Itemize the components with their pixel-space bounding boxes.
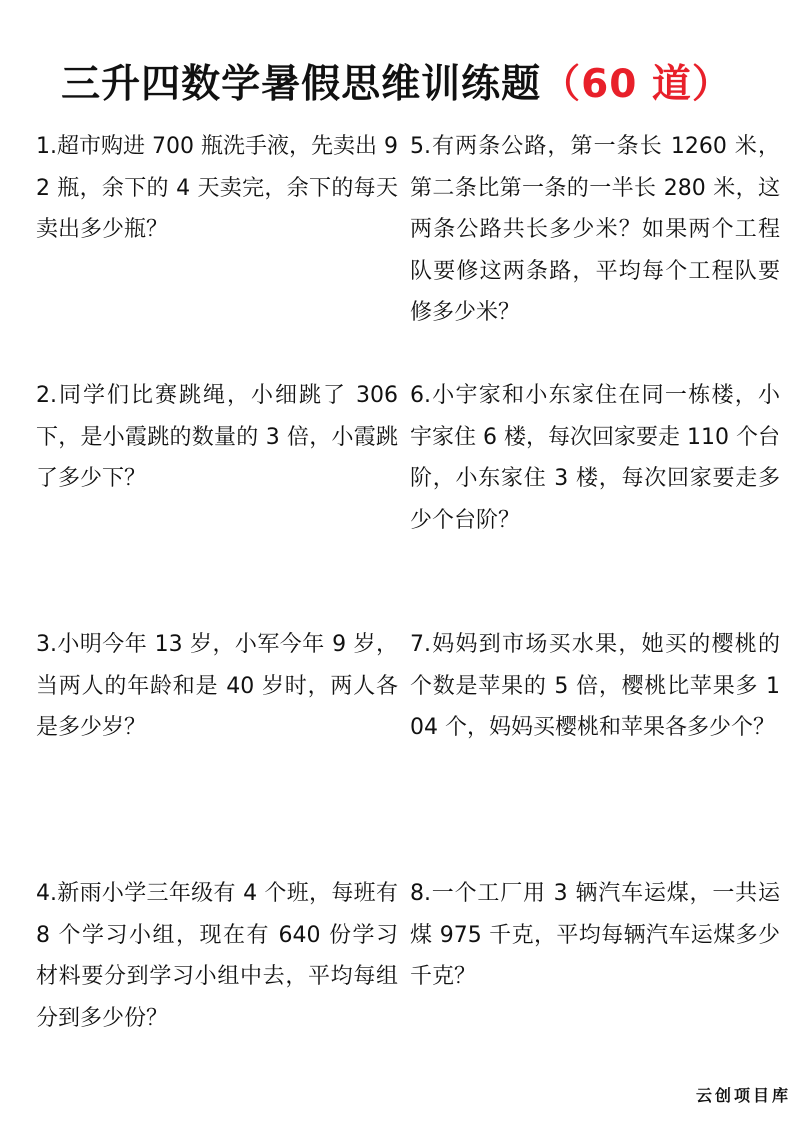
page-title bbox=[0, 58, 793, 112]
question-8: 8.一个工厂用 3 辆汽车运煤，一共运煤 975 千克，平均每辆汽车运煤多少千克？ bbox=[410, 881, 780, 989]
question-4: 4.新雨小学三年级有 4 个班，每班有 8 个学习小组，现在有 640 份学习材料要分到学习小组中去，平均每组分到多少份？ bbox=[36, 881, 398, 1031]
title-count: （60 道） bbox=[541, 62, 732, 107]
question-5: 5.有两条公路，第一条长 1260 米，第二条比第一条的一半长 280 米，这两条公路共长多少米？如果两个工程队要修这两条路，平均每个工程队要修多少米？ bbox=[410, 134, 780, 325]
title-main: 三升四数学暑假思维训练题 bbox=[61, 62, 542, 107]
question-6: 6.小宇家和小东家住在同一栋楼，小宇家住 6 楼，每次回家要走 110 个台阶，小东家住 3 楼，每次回家要走多少个台阶？ bbox=[410, 383, 780, 533]
watermark-text: 云创项目库 bbox=[695, 1086, 791, 1105]
question-7: 7.妈妈到市场买水果，她买的樱桃的个数是苹果的 5 倍，樱桃比苹果多 104 个，妈妈买樱桃和苹果各多少个？ bbox=[410, 632, 780, 740]
question-3: 3.小明今年 13 岁，小军今年 9 岁，当两人的年龄和是 40 岁时，两人各是多少岁？ bbox=[36, 632, 398, 740]
question-2: 2.同学们比赛跳绳，小细跳了 306 下，是小霞跳的数量的 3 倍，小霞跳了多少下？ bbox=[36, 383, 398, 491]
question-1: 1.超市购进 700 瓶洗手液，先卖出 92 瓶，余下的 4 天卖完，余下的每天卖出多少瓶？ bbox=[36, 134, 398, 242]
